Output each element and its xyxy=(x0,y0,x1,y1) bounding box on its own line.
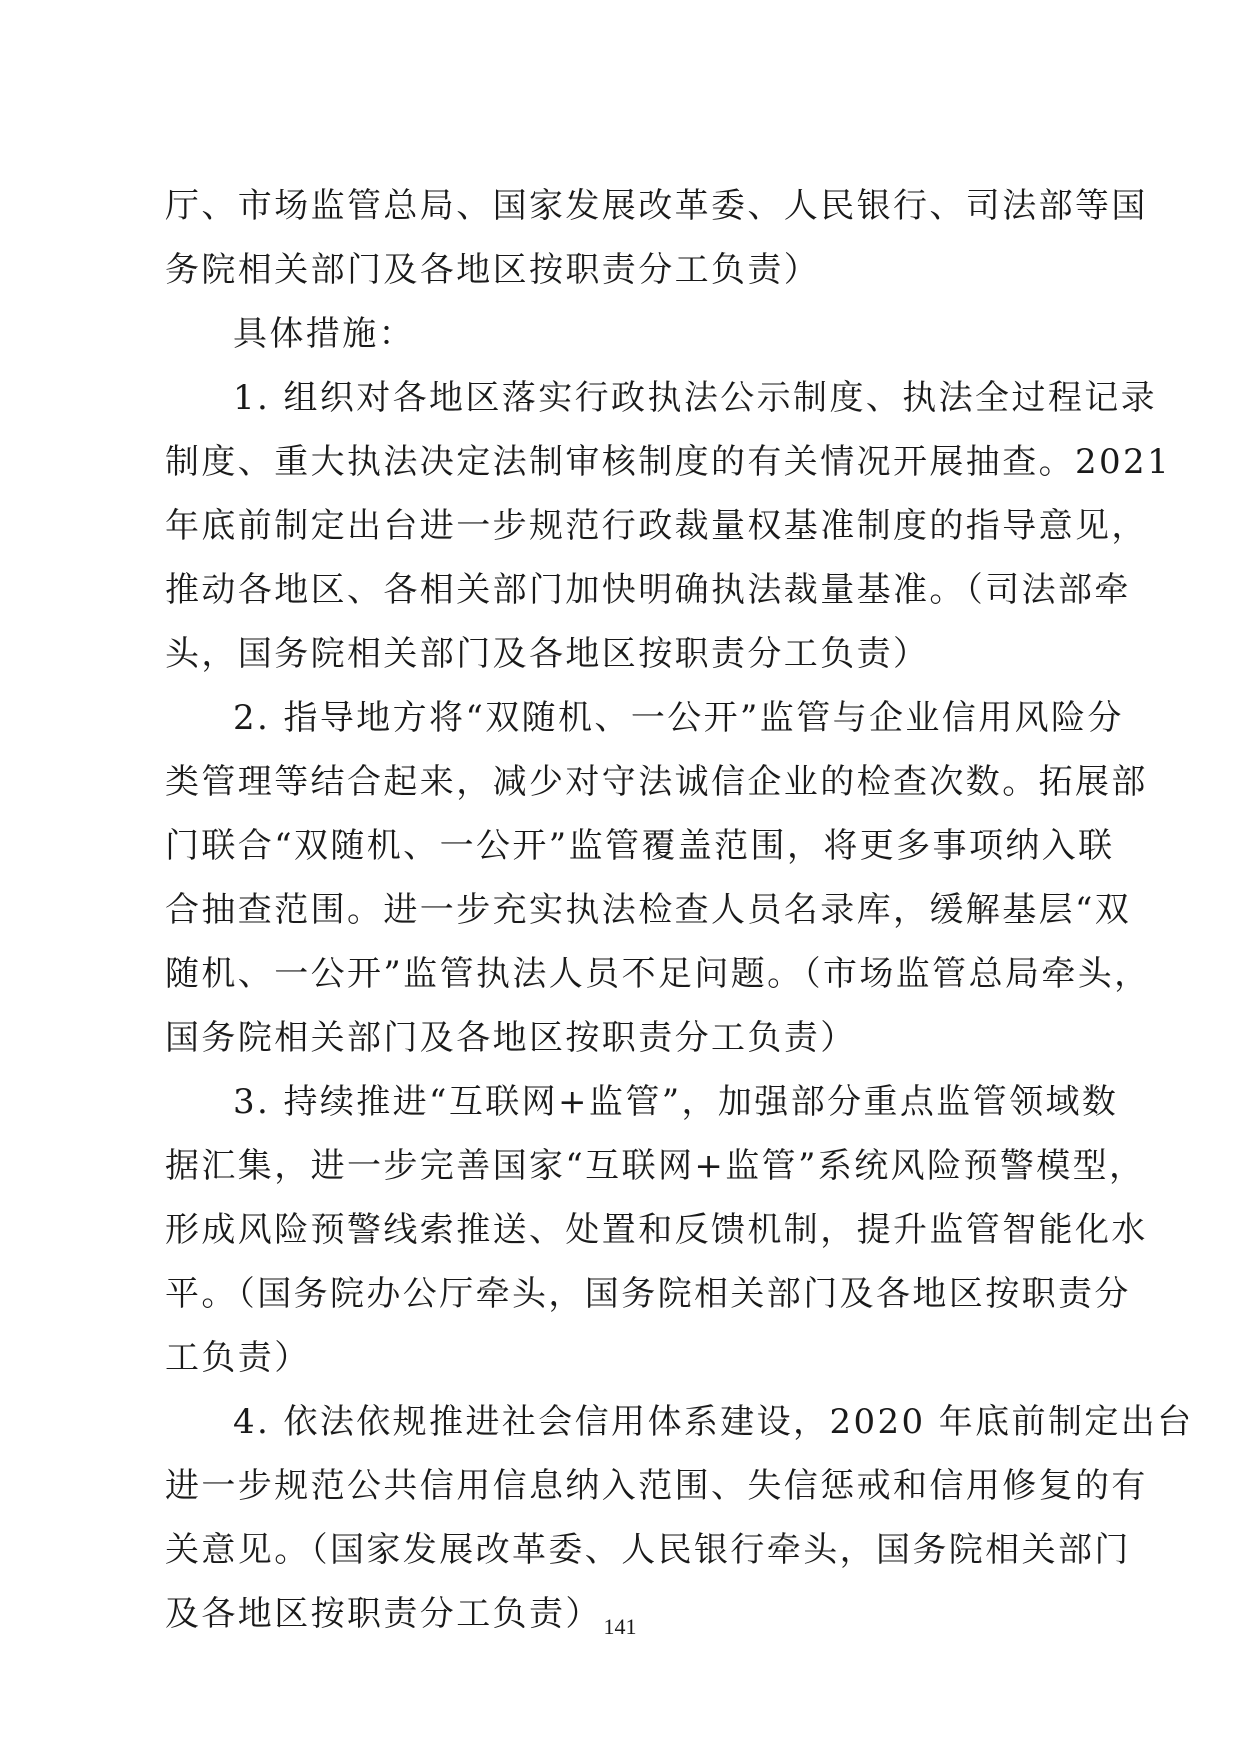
body-text xyxy=(165,174,1194,1646)
text-line: 据汇集，进一步完善国家“互联网+监管”系统风险预警模型， xyxy=(165,1146,1146,1186)
page-number: 141 xyxy=(603,1614,637,1639)
text-line: 4. 依法依规推进社会信用体系建设，2020 年底前制定出台 xyxy=(233,1402,1194,1442)
section-heading: 具体措施： xyxy=(233,314,415,354)
text-line: 形成风险预警线索推送、处置和反馈机制，提升监管智能化水 xyxy=(165,1210,1148,1250)
text-line: 类管理等结合起来，减少对守法诚信企业的检查次数。拓展部 xyxy=(165,762,1148,802)
text-line: 合抽查范围。进一步充实执法检查人员名录库，缓解基层“双 xyxy=(165,890,1132,930)
text-line: 推动各地区、各相关部门加快明确执法裁量基准。（司法部牵 xyxy=(165,570,1131,610)
text-line: 国务院相关部门及各地区按职责分工负责） xyxy=(165,1018,857,1058)
text-line: 进一步规范公共信用信息纳入范围、失信惩戒和信用修复的有 xyxy=(165,1466,1148,1506)
text-line: 随机、一公开”监管执法人员不足问题。（市场监管总局牵头， xyxy=(165,954,1151,994)
text-line: 关意见。（国家发展改革委、人民银行牵头，国务院相关部门 xyxy=(165,1530,1131,1570)
text-line: 工负责） xyxy=(165,1338,311,1378)
text-line: 1. 组织对各地区落实行政执法公示制度、执法全过程记录 xyxy=(233,378,1158,418)
text-line: 平。（国务院办公厅牵头，国务院相关部门及各地区按职责分 xyxy=(165,1274,1131,1314)
text-line: 3. 持续推进“互联网+监管”，加强部分重点监管领域数 xyxy=(233,1082,1119,1122)
text-line: 头，国务院相关部门及各地区按职责分工负责） xyxy=(165,634,930,674)
text-line: 门联合“双随机、一公开”监管覆盖范围，将更多事项纳入联 xyxy=(165,826,1115,866)
text-line: 年底前制定出台进一步规范行政裁量权基准制度的指导意见， xyxy=(165,506,1148,546)
text-line: 厅、市场监管总局、国家发展改革委、人民银行、司法部等国 xyxy=(165,186,1148,226)
text-line: 2. 指导地方将“双随机、一公开”监管与企业信用风险分 xyxy=(233,698,1124,738)
text-line: 及各地区按职责分工负责） xyxy=(165,1594,602,1634)
text-line: 务院相关部门及各地区按职责分工负责） xyxy=(165,250,821,290)
text-line: 制度、重大执法决定法制审核制度的有关情况开展抽查。2021 xyxy=(165,442,1172,482)
